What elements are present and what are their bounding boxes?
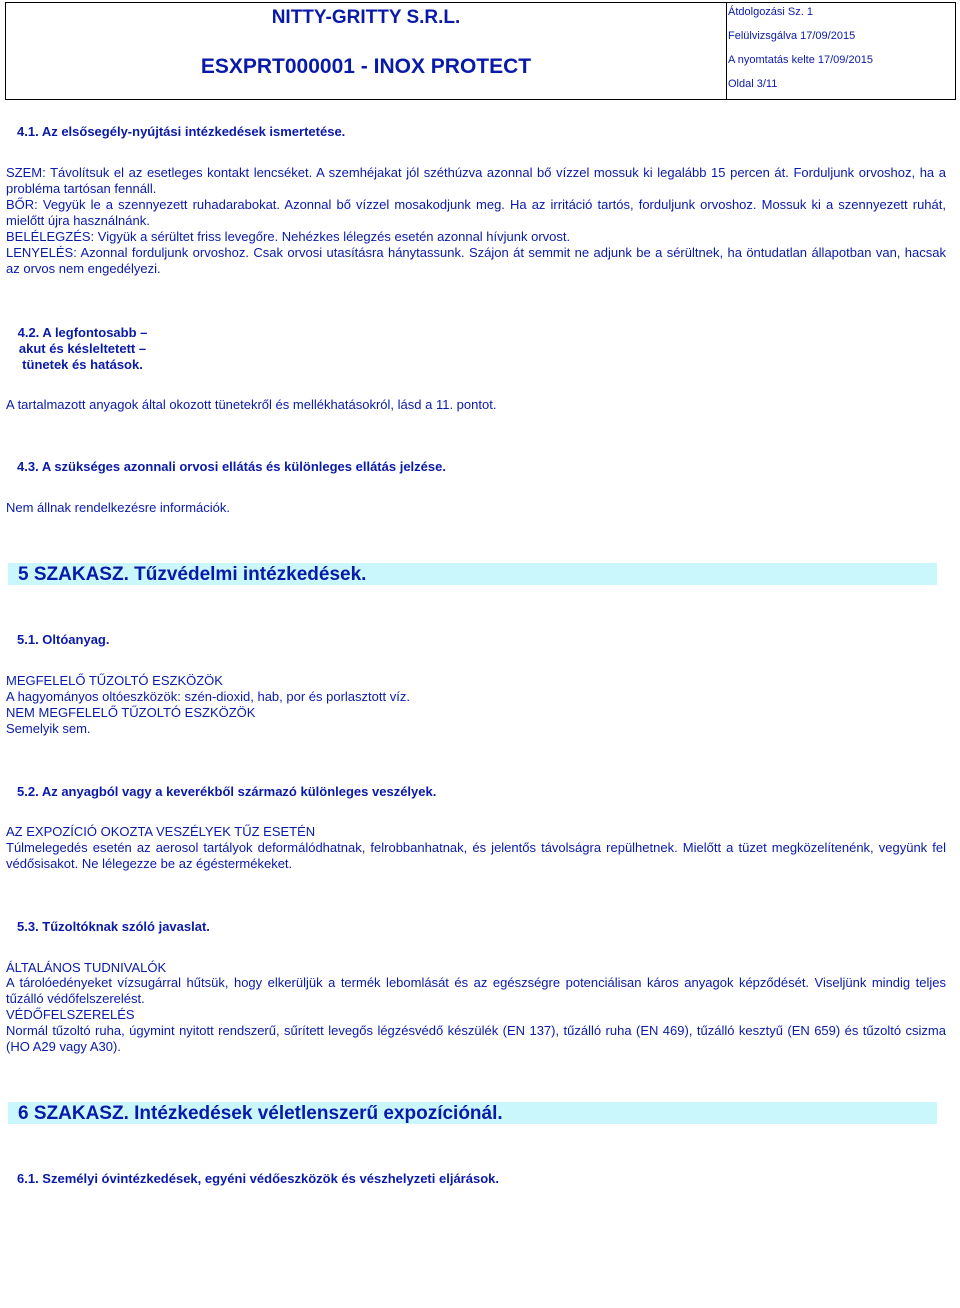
first-aid-inhalation: BELÉLEGZÉS: Vigyük a sérültet friss levegőre. Nehézkes lélegzés esetén azonnal hívjunk orvost.: [6, 229, 571, 244]
fire-hazard-text: Túlmelegedés esetén az aerosol tartályok deformálódhatnak, felrobbanhatnak, és jelentős távolságra repülhetnek. Mielőtt a tüzet megközelítenénk, vegyünk fel védősisakot. Ne lélegezze be az égéstermékeket.: [6, 840, 946, 871]
section-6-title: 6 SZAKASZ. Intézkedések véletlenszerű expozíciónál.: [18, 1103, 503, 1124]
heading-4-2-line: akut és késleltetett –: [18, 341, 147, 356]
symptoms-text: A tartalmazott anyagok által okozott tünetekről és mellékhatásokról, lásd a 11. pontot.: [6, 397, 497, 412]
page-number: Oldal 3/11: [728, 78, 778, 90]
heading-5-1: 5.1. Oltóanyag.: [17, 632, 110, 647]
review-date: Felülvizsgálva 17/09/2015: [728, 30, 856, 42]
suitable-media-title: MEGFELELŐ TŰZOLTÓ ESZKÖZÖK: [6, 673, 223, 688]
fire-hazard-title: AZ EXPOZÍCIÓ OKOZTA VESZÉLYEK TŰZ ESETÉN: [6, 824, 316, 839]
revision-number: Átdolgozási Sz. 1: [728, 6, 813, 18]
section-5-title: 5 SZAKASZ. Tűzvédelmi intézkedések.: [18, 564, 367, 585]
suitable-media-text: A hagyományos oltóeszközök: szén-dioxid, hab, por és porlasztott víz.: [6, 689, 410, 704]
header-title-block: [6, 3, 727, 99]
medical-attention-text: Nem állnak rendelkezésre információk.: [6, 500, 230, 515]
print-date: A nyomtatás kelte 17/09/2015: [728, 54, 873, 66]
section-5-banner: [8, 563, 937, 585]
section-6-banner: [8, 1102, 937, 1124]
first-aid-skin: BŐR: Vegyük le a szennyezett ruhadarabokat. Azonnal bő vízzel mosakodjunk meg. Ha az irritáció tartós, forduljunk orvoshoz. Mossuk ki a szennyezett ruhát, mielőtt újra használnánk.: [6, 197, 946, 228]
general-info-text: A tárolóedényeket vízsugárral hűtsük, hogy elkerüljük a termék lebomlását és az egészségre potenciálisan káros anyagok képződését. Viseljünk mindig teljes tűzálló védőfelszerelést.: [6, 975, 946, 1006]
company-name: NITTY-GRITTY S.R.L.: [271, 7, 461, 28]
protective-equipment-text: Normál tűzoltó ruha, úgymint nyitott rendszerű, sűrített levegős légzésvédő készülék (EN 137), tűzálló ruha (EN 469), tűzálló kesztyű (EN 659) és tűzoltó csizma (HO A29 vagy A30).: [6, 1023, 946, 1054]
heading-4-1: 4.1. Az elsősegély-nyújtási intézkedések ismertetése.: [17, 124, 346, 139]
unsuitable-media-title: NEM MEGFELELŐ TŰZOLTÓ ESZKÖZÖK: [6, 705, 256, 720]
unsuitable-media-text: Semelyik sem.: [6, 721, 91, 736]
document-header: [5, 2, 956, 100]
general-info-title: ÁLTALÁNOS TUDNIVALÓK: [6, 960, 167, 975]
heading-5-3: 5.3. Tűzoltóknak szóló javaslat.: [17, 919, 210, 934]
heading-4-2: [10, 325, 155, 373]
heading-4-2-line: tünetek és hatások.: [22, 357, 143, 372]
heading-6-1: 6.1. Személyi óvintézkedések, egyéni védőeszközök és vészhelyzeti eljárások.: [17, 1171, 499, 1186]
product-name: ESXPRT000001 - INOX PROTECT: [200, 55, 532, 78]
heading-5-2: 5.2. Az anyagból vagy a keverékből származó különleges veszélyek.: [17, 784, 437, 799]
protective-equipment-title: VÉDŐFELSZERELÉS: [6, 1007, 135, 1022]
first-aid-ingestion: LENYELÉS: Azonnal forduljunk orvoshoz. Csak orvosi utasításra hánytassunk. Szájon át semmit ne adjunk be a sérültnek, ha öntudatlan állapotban van, hacsak az orvos nem engedélyezi.: [6, 245, 946, 276]
first-aid-eye: SZEM: Távolítsuk el az esetleges kontakt lencséket. A szemhéjakat jól széthúzva azonnal bő vízzel mossuk ki legalább 15 percen át. Forduljunk orvoshoz, ha a probléma tartósan fennáll.: [6, 165, 946, 196]
heading-4-3: 4.3. A szükséges azonnali orvosi ellátás és különleges ellátás jelzése.: [17, 459, 446, 474]
heading-4-2-line: 4.2. A legfontosabb –: [17, 325, 148, 340]
